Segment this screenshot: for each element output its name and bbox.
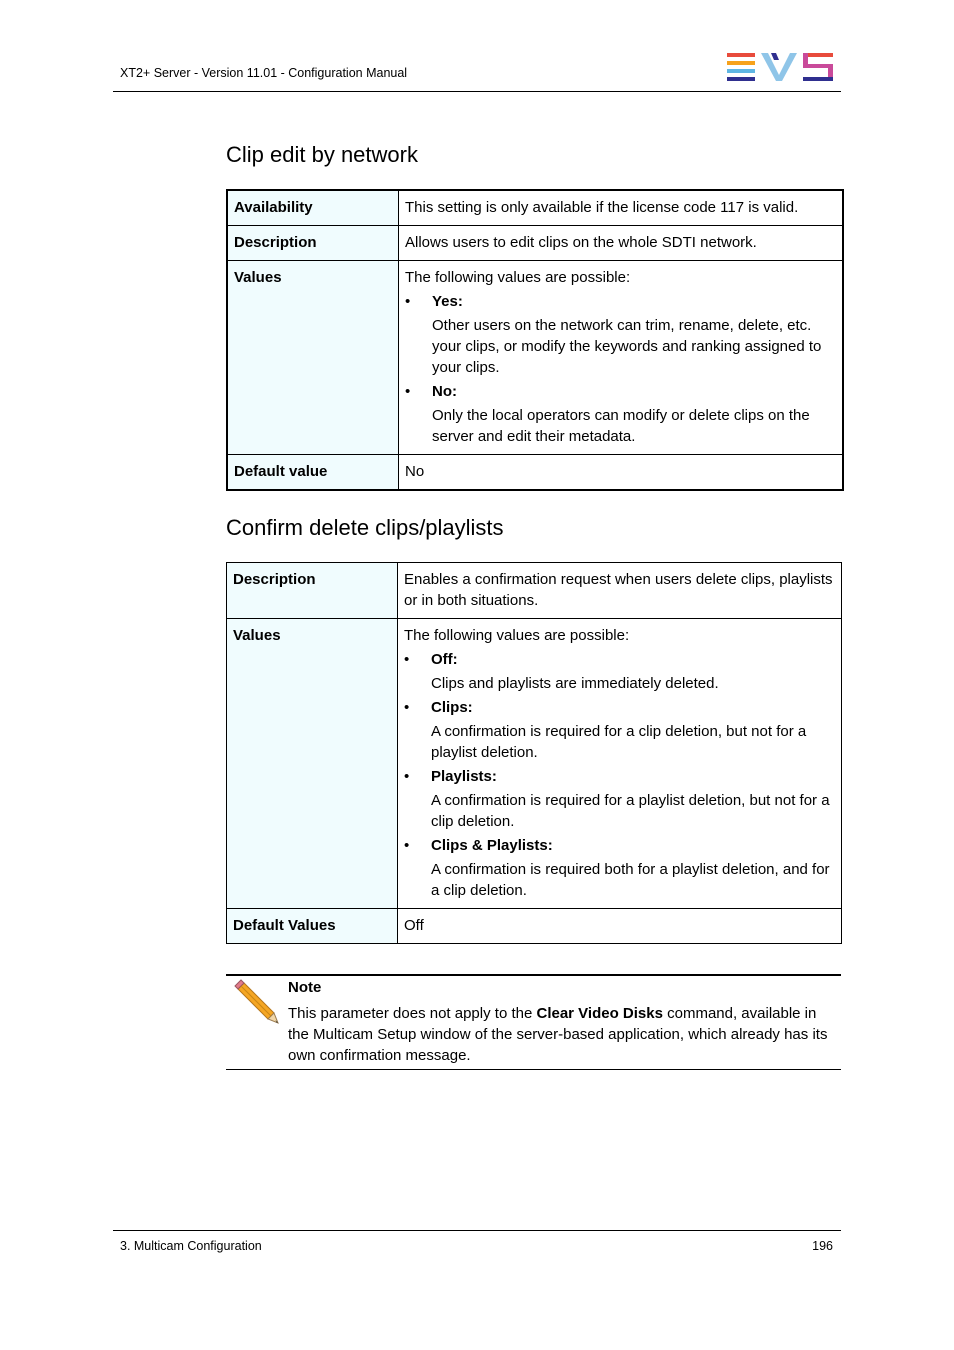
bullet: • [405, 383, 411, 400]
table-row [227, 190, 843, 226]
row-key: Description [227, 563, 398, 619]
header-title: XT2+ Server - Version 11.01 - Configuration Manual [120, 66, 408, 80]
row-value: This setting is only available if the license code 117 is valid. [399, 190, 844, 226]
table-row [227, 261, 843, 455]
row-value: Enables a confirmation request when users delete clips, playlists or in both situations. [398, 563, 842, 619]
bullet: • [404, 837, 410, 854]
option-name: No: [432, 383, 457, 400]
row-key: Values [227, 261, 399, 455]
list-item [404, 649, 835, 694]
bullet: • [404, 768, 410, 785]
values-intro: The following values are possible: [405, 269, 631, 286]
confirm-delete-table [226, 562, 842, 944]
option-desc: Only the local operators can modify or delete clips on the server and edit their metadata. [432, 407, 810, 445]
footer-chapter: 3. Multicam Configuration [120, 1239, 262, 1253]
values-intro: The following values are possible: [404, 627, 630, 644]
note-command-name: Clear Video Disks [536, 1005, 663, 1022]
table-row [227, 909, 842, 944]
list-item [405, 381, 836, 447]
note-text-part: This parameter does not apply to the [288, 1005, 537, 1022]
row-value: No [399, 455, 844, 491]
option-desc: A confirmation is required both for a playlist deletion, and for a clip deletion. [431, 861, 830, 899]
page-footer [113, 1230, 841, 1253]
bullet: • [404, 699, 410, 716]
option-name: Yes: [432, 293, 463, 310]
table-row [227, 455, 843, 491]
values-list [404, 649, 835, 901]
option-desc: Other users on the network can trim, rename, delete, etc. your clips, or modify the keywords and ranking assigned to your clips. [432, 317, 822, 376]
bullet: • [404, 651, 410, 668]
note-title: Note [288, 979, 322, 996]
row-key: Default value [227, 455, 399, 491]
values-list [405, 291, 836, 447]
row-value [398, 619, 842, 909]
option-desc: A confirmation is required for a clip deletion, but not for a playlist deletion. [431, 723, 807, 761]
list-item [405, 291, 836, 378]
row-value: Off [398, 909, 842, 944]
page-header [113, 50, 841, 92]
section-heading-confirm-delete: Confirm delete clips/playlists [226, 515, 504, 540]
table-row [227, 226, 843, 261]
row-value [399, 261, 844, 455]
clip-edit-table [226, 189, 844, 491]
section-heading-clip-edit: Clip edit by network [226, 142, 418, 167]
note-text-part: command, available in the Multicam Setup window of the server-based application, which already has its own confirmation message. [288, 1005, 828, 1064]
table-row [227, 563, 842, 619]
page-number: 196 [812, 1239, 833, 1253]
option-name: Playlists: [431, 768, 497, 785]
option-name: Off: [431, 651, 458, 668]
row-key: Default Values [227, 909, 398, 944]
row-key: Availability [227, 190, 399, 226]
pencil-icon [232, 979, 280, 1025]
row-key: Description [227, 226, 399, 261]
note-text [288, 1003, 838, 1066]
option-desc: Clips and playlists are immediately deleted. [431, 675, 719, 692]
evs-logo [727, 53, 833, 81]
option-name: Clips & Playlists: [431, 837, 553, 854]
option-name: Clips: [431, 699, 473, 716]
option-desc: A confirmation is required for a playlist deletion, but not for a clip deletion. [431, 792, 830, 830]
list-item [404, 835, 835, 901]
row-value: Allows users to edit clips on the whole SDTI network. [399, 226, 844, 261]
note-box [226, 974, 841, 1070]
list-item [404, 766, 835, 832]
list-item [404, 697, 835, 763]
row-key: Values [227, 619, 398, 909]
bullet: • [405, 293, 411, 310]
table-row [227, 619, 842, 909]
